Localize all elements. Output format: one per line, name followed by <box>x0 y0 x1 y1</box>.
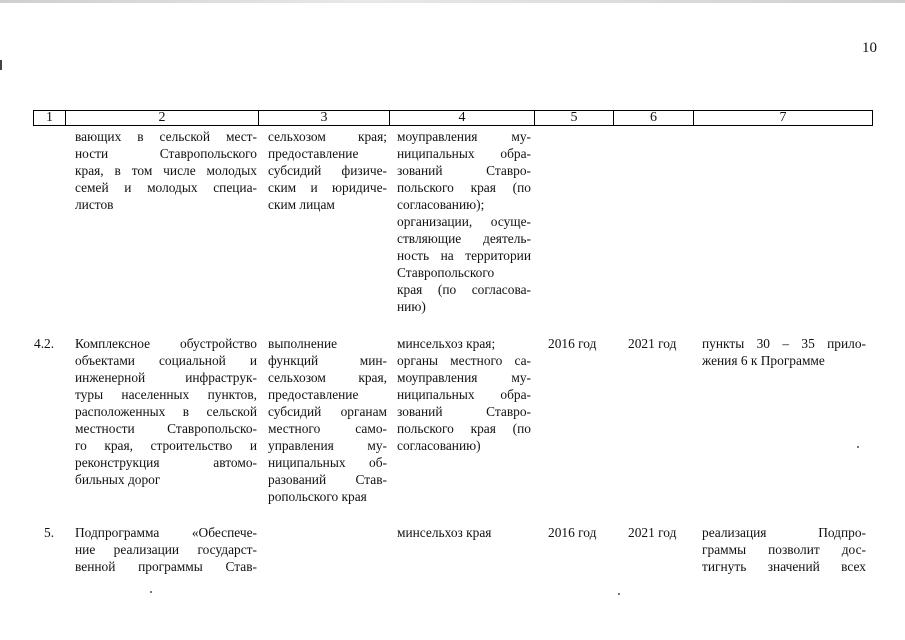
row1-responsible: выполнение функций мин- сельхозом края, предоставление субсидий органам местного само- управления му- ниципальных об- разований Став- ропольского края <box>268 336 387 504</box>
row0-description: вающих в сельской мест- ности Ставропольского края, в том числе молодых семей и молодых специа- листов <box>75 129 257 212</box>
scan-artifact-edge <box>0 60 2 70</box>
scan-speck <box>857 446 859 448</box>
header-col-6: 6 <box>614 111 694 125</box>
header-col-5: 5 <box>535 111 614 125</box>
row1-executors: минсельхоз края; органы местного са- моуправления му- ниципальных обра- зований Ставро- польского края (по согласованию) <box>397 336 531 453</box>
header-col-3: 3 <box>259 111 390 125</box>
scan-speck <box>618 593 620 595</box>
table-header-row <box>33 110 873 126</box>
row2-executors: минсельхоз края <box>397 525 492 540</box>
header-col-7: 7 <box>779 110 787 125</box>
row2-indicators: реализация Подпро- граммы позволит дос- тигнуть значений всех <box>702 525 866 574</box>
row2-start-year: 2016 год <box>548 525 597 540</box>
row1-number: 4.2. <box>34 336 55 351</box>
scan-artifact-top <box>0 0 905 3</box>
row2-description: Подпрограмма «Обеспече- ние реализации государст- венной программы Став- <box>75 525 257 574</box>
row0-responsible: сельхозом края; предоставление субсидий физиче- ским и юридиче- ским лицам <box>268 129 387 212</box>
row1-indicators: пункты 30 – 35 прило- жения 6 к Программе <box>702 336 866 368</box>
row1-end-year: 2021 год <box>628 336 677 351</box>
header-col-2: 2 <box>66 111 259 125</box>
row1-description: Комплексное обустройство объектами социальной и инженерной инфраструк- туры населенных пунктов, расположенных в сельской местности Ставропольско- го края, строительство и реконструкция автомо- бильных дорог <box>75 336 257 487</box>
scan-speck <box>150 591 152 593</box>
row2-number: 5. <box>44 525 55 540</box>
page-number: 10 <box>862 40 877 56</box>
row2-end-year: 2021 год <box>628 525 677 540</box>
row0-executors: моуправления му- ниципальных обра- зований Ставро- польского края (по согласованию); организации, осуще- ствляющие деятель- ность на территории Ставропольского края (по согласова- нию) <box>397 129 531 314</box>
row1-start-year: 2016 год <box>548 336 597 351</box>
header-col-4: 4 <box>390 111 535 125</box>
header-col-1: 1 <box>34 111 66 125</box>
